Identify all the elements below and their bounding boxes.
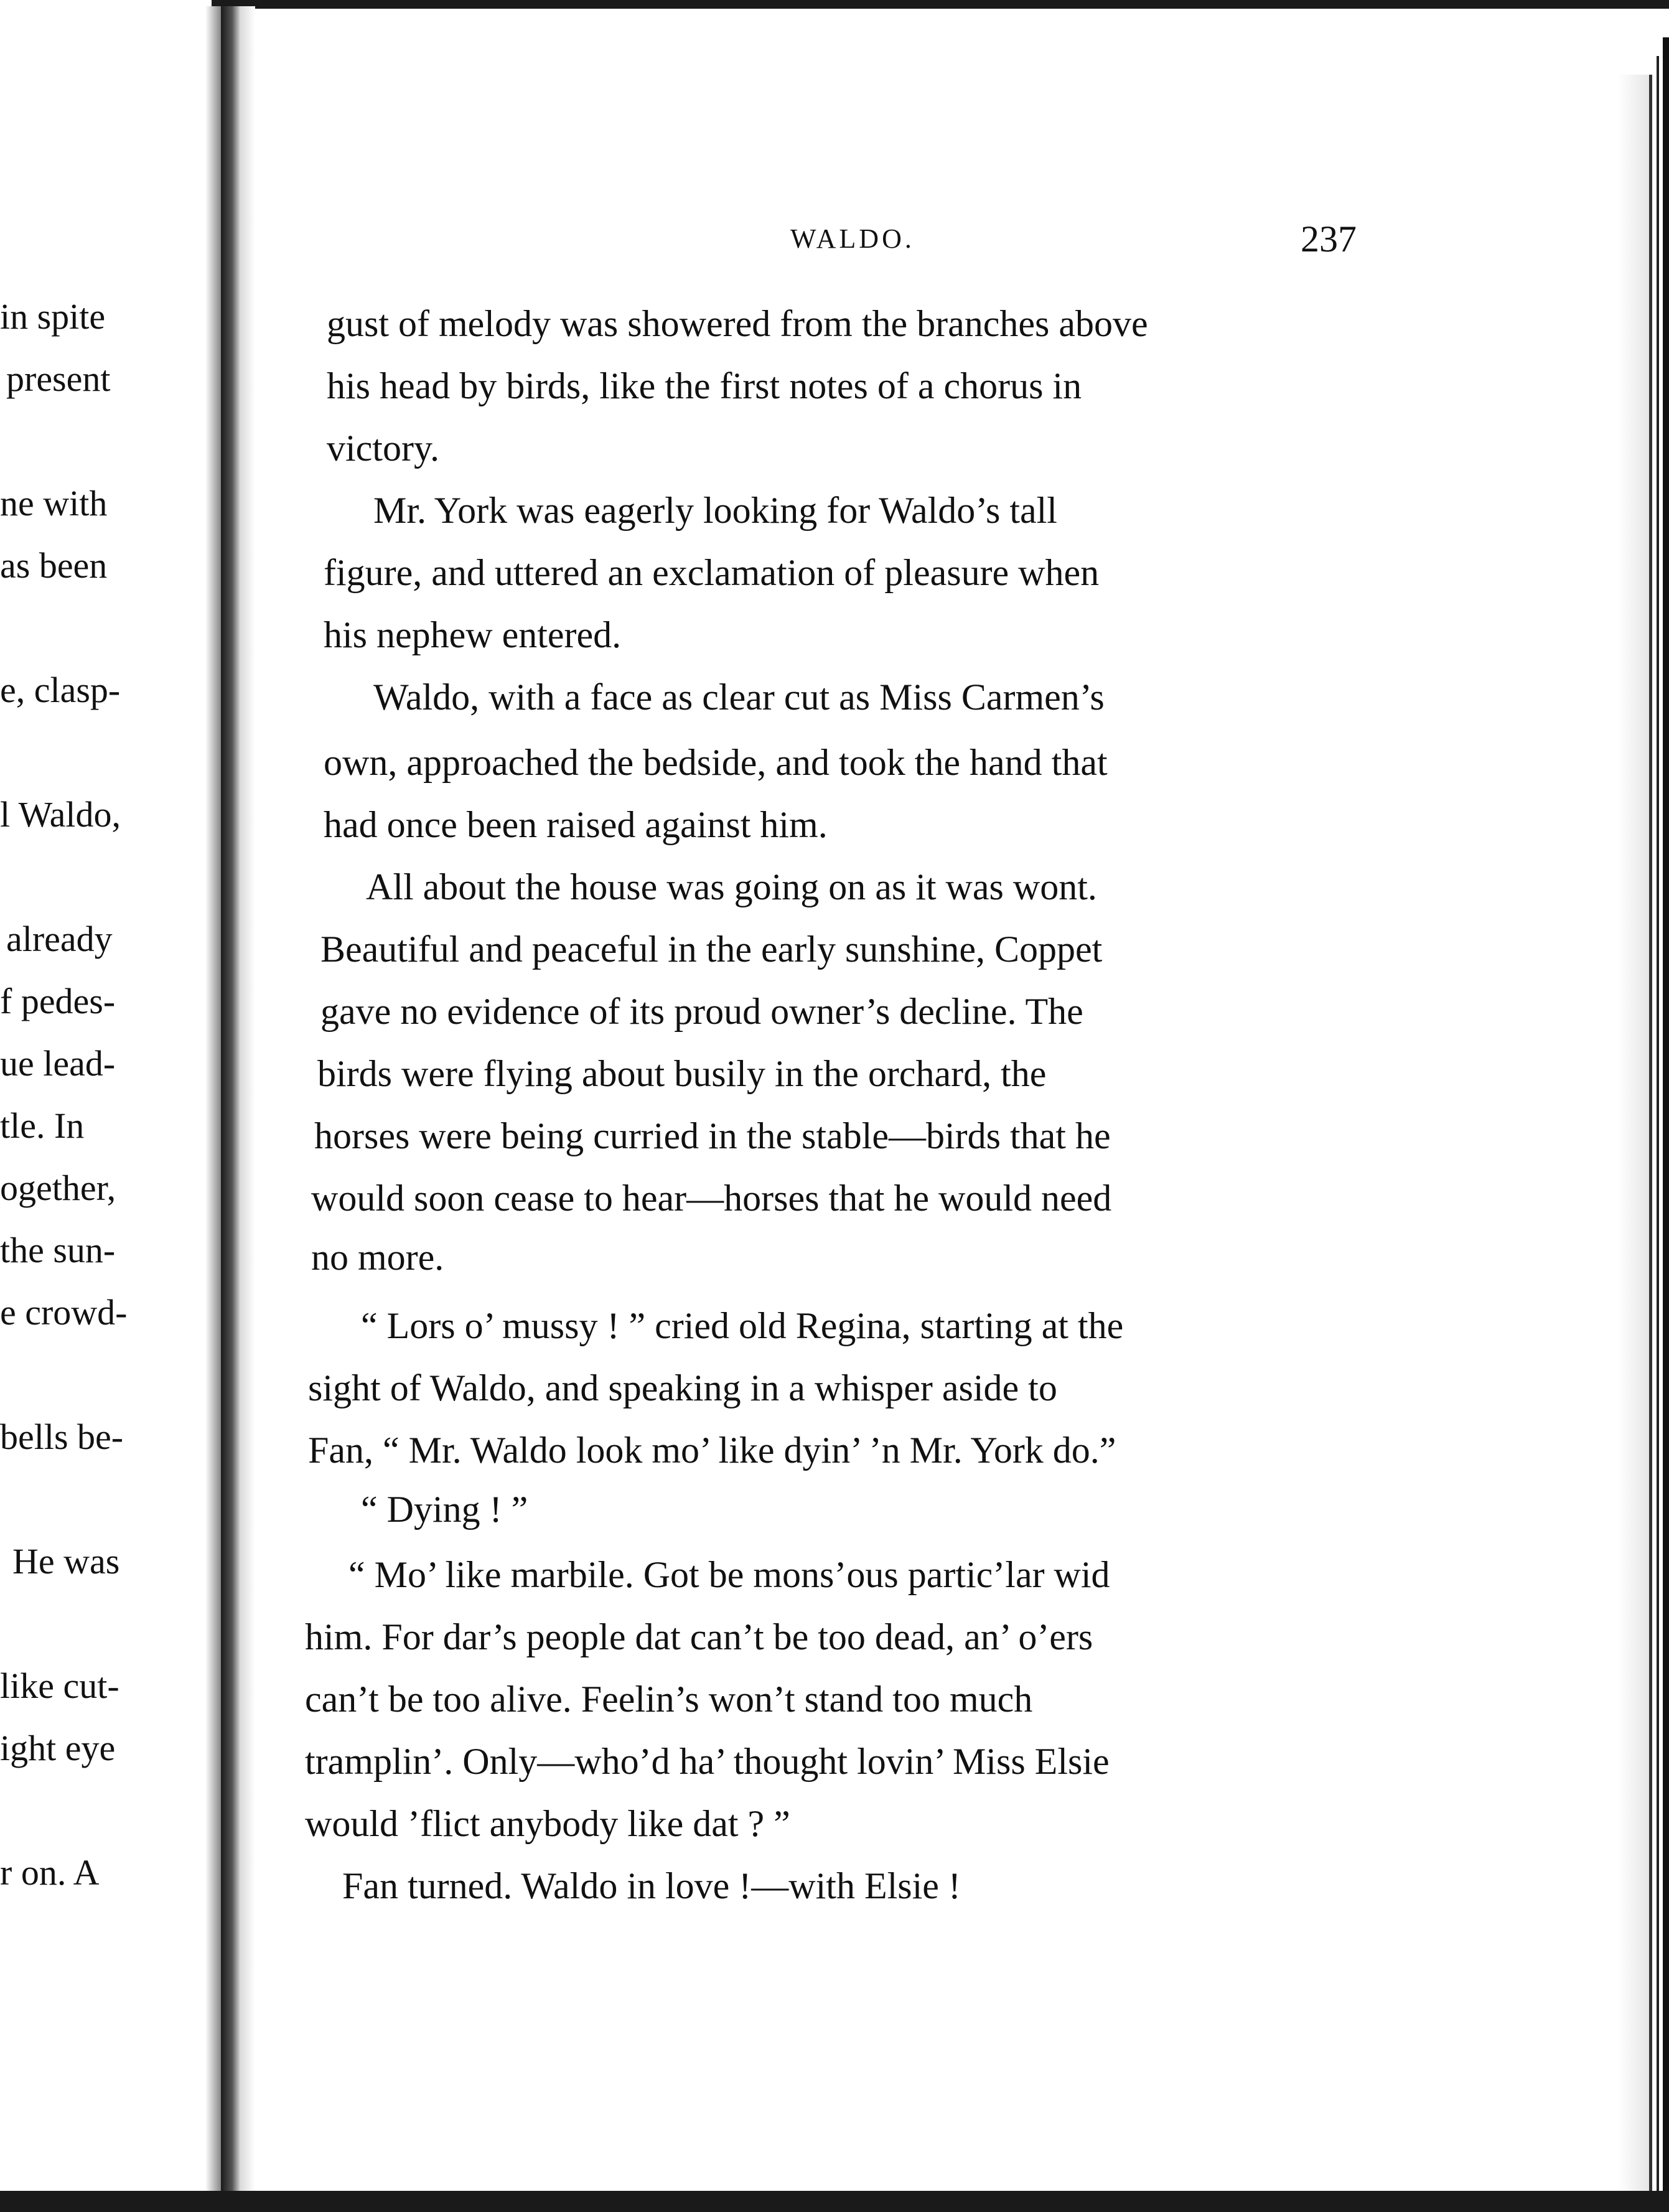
text-line: would ’flict anybody like dat ? ” (305, 1803, 790, 1844)
page-edge-shade (1618, 75, 1649, 2191)
text-line: “ Mo’ like marbile. Got be mons’ous partic’lar wid (348, 1554, 1110, 1595)
text-line: gust of melody was showered from the branches above (327, 303, 1148, 344)
scan-top-edge (212, 0, 1669, 9)
left-page (0, 0, 205, 2191)
left-fragment: ne with (0, 483, 108, 523)
text-line: victory. (327, 428, 440, 469)
text-line: figure, and uttered an exclamation of pleasure when (324, 552, 1100, 593)
left-fragment: l Waldo, (0, 794, 121, 835)
left-fragment: like cut- (0, 1666, 119, 1706)
left-fragment: bells be- (0, 1417, 124, 1457)
left-fragment: in spite (0, 296, 106, 337)
text-line: “ Dying ! ” (361, 1489, 528, 1530)
gutter-shadow (205, 6, 221, 2191)
left-fragment: present (6, 359, 111, 399)
page-edge-line (1649, 75, 1652, 2191)
text-line: Beautiful and peaceful in the early sunshine, Coppet (320, 929, 1103, 970)
gutter-highlight (240, 6, 255, 2191)
text-line: no more. (311, 1237, 444, 1278)
text-line: birds were flying about busily in the orchard, the (317, 1053, 1047, 1094)
page-number: 237 (1301, 218, 1357, 260)
left-fragment: tle. In (0, 1105, 85, 1146)
text-line: his head by birds, like the first notes of a chorus in (327, 365, 1082, 406)
text-line: his nephew entered. (324, 614, 622, 655)
text-line: had once been raised against him. (324, 804, 828, 845)
text-line: can’t be too alive. Feelin’s won’t stand too much (305, 1679, 1033, 1720)
text-line: All about the house was going on as it was wont. (366, 866, 1097, 907)
text-line: horses were being curried in the stable—birds that he (314, 1115, 1111, 1156)
scan-bottom-edge (0, 2191, 1669, 2212)
text-line: him. For dar’s people dat can’t be too dead, an’ o’ers (305, 1616, 1093, 1657)
text-line: “ Lors o’ mussy ! ” cried old Regina, starting at the (361, 1305, 1124, 1346)
running-title: WALDO. (790, 223, 915, 254)
book-gutter (221, 6, 240, 2191)
left-fragment: already (6, 919, 113, 959)
text-line: tramplin’. Only—who’d ha’ thought lovin’ Miss Elsie (305, 1741, 1110, 1782)
text-line: own, approached the bedside, and took the hand that (324, 742, 1108, 783)
text-line: would soon cease to hear—horses that he would need (311, 1178, 1112, 1219)
text-line: sight of Waldo, and speaking in a whisper aside to (308, 1367, 1057, 1408)
text-line: Waldo, with a face as clear cut as Miss Carmen’s (373, 677, 1105, 718)
left-fragment: e crowd- (0, 1292, 128, 1333)
left-fragment: ue lead- (0, 1043, 116, 1084)
text-line: gave no evidence of its proud owner’s decline. The (320, 991, 1083, 1032)
left-fragment: as been (0, 545, 108, 586)
left-fragment: He was (12, 1541, 120, 1582)
left-fragment: ogether, (0, 1168, 116, 1208)
text-line: Mr. York was eagerly looking for Waldo’s tall (373, 490, 1057, 531)
text-line: Fan, “ Mr. Waldo look mo’ like dyin’ ’n Mr. York do.” (308, 1430, 1116, 1471)
left-fragment: r on. A (0, 1852, 100, 1893)
left-fragment: f pedes- (0, 981, 116, 1021)
page-edge-line (1663, 37, 1669, 2191)
left-fragment: the sun- (0, 1230, 116, 1270)
left-fragment: ight eye (0, 1728, 116, 1768)
page-edge-line (1657, 56, 1659, 2191)
text-line: Fan turned. Waldo in love !—with Elsie ! (342, 1865, 961, 1906)
left-fragment: e, clasp- (0, 670, 121, 710)
